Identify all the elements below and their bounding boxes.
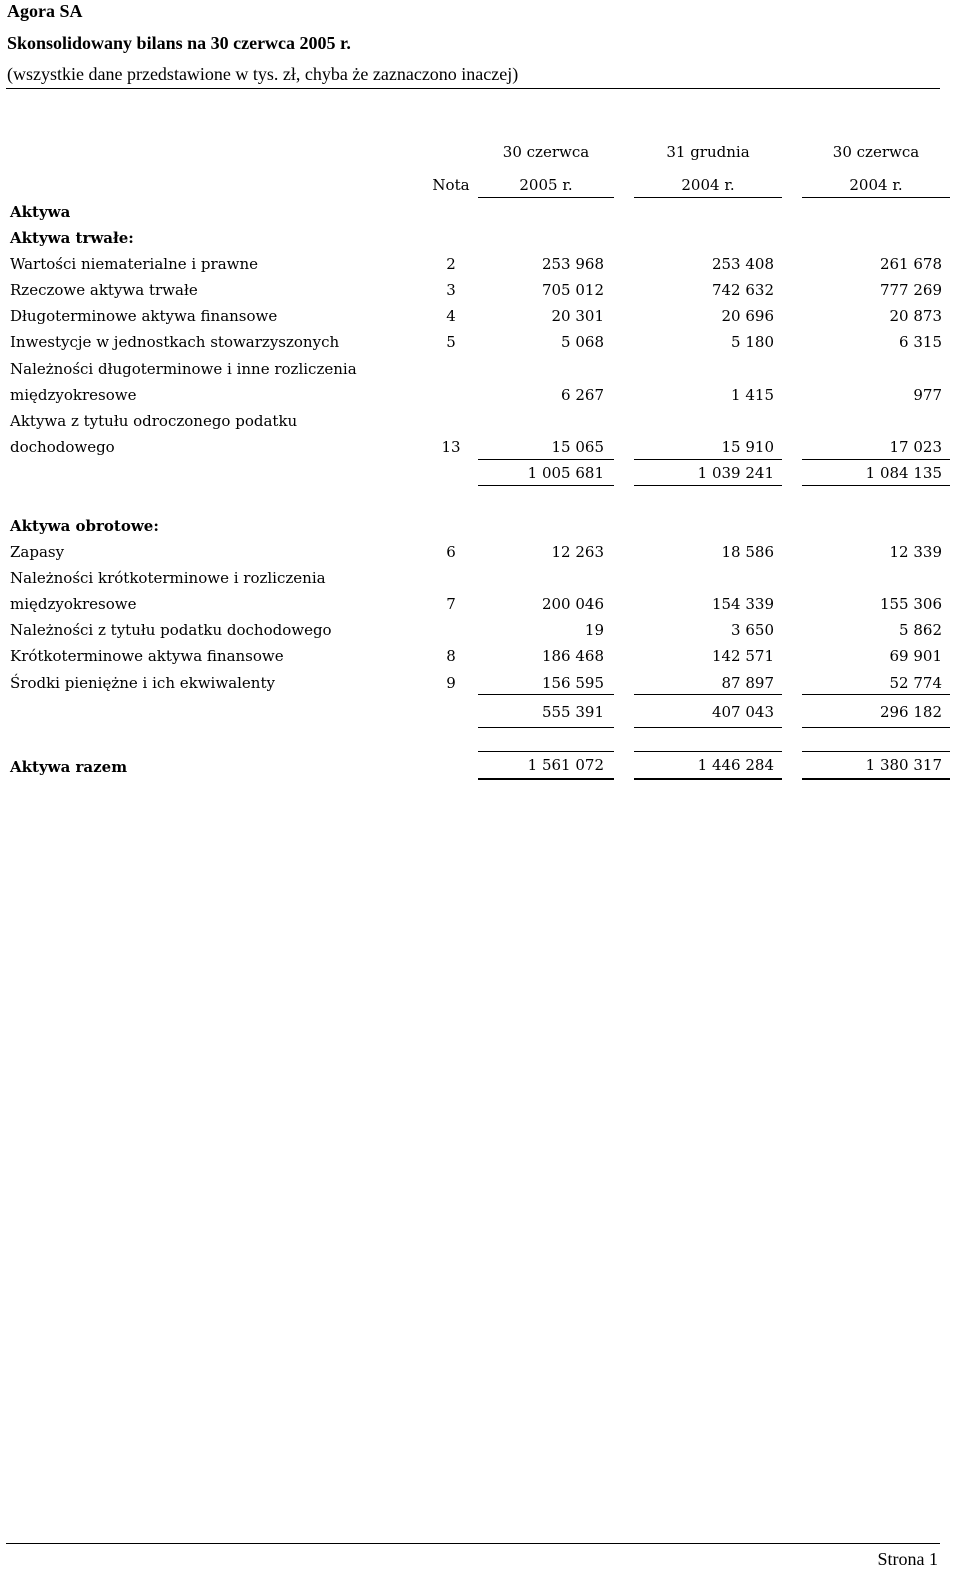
row-note: 8 — [446, 647, 456, 665]
current-subtotal-rule-top — [802, 694, 950, 695]
col3-header-line2: 2004 r. — [849, 176, 903, 194]
row-value-2004-06: 20 873 — [889, 307, 942, 325]
total-2004-06: 1 380 317 — [865, 756, 942, 774]
row-value-2005-06: 253 968 — [541, 255, 604, 273]
current-subtotal-rule-bottom — [802, 727, 950, 728]
row-label: Inwestycje w jednostkach stowarzyszonych — [10, 333, 340, 351]
row-note: 9 — [446, 674, 456, 692]
fixed-subtotal-2004-12: 1 039 241 — [697, 464, 774, 482]
row-value-2004-12: 87 897 — [721, 674, 774, 692]
total-label: Aktywa razem — [10, 758, 128, 776]
row-value-2005-06: 200 046 — [541, 595, 604, 613]
row-value-2004-12: 5 180 — [731, 333, 774, 351]
row-label: Zapasy — [10, 543, 65, 561]
total-2005-06: 1 561 072 — [527, 756, 604, 774]
row-label: Aktywa z tytułu odroczonego podatku — [10, 412, 298, 430]
row-value-2005-06: 15 065 — [551, 438, 604, 456]
row-label: Wartości niematerialne i prawne — [10, 255, 259, 273]
col2-header-line2: 2004 r. — [681, 176, 735, 194]
current-subtotal-2004-06: 296 182 — [879, 703, 942, 721]
row-value-2004-12: 742 632 — [711, 281, 774, 299]
current-subtotal-rule-bottom — [478, 727, 614, 728]
report-subtitle: (wszystkie dane przedstawione w tys. zł, chyba że zaznaczono inaczej) — [7, 64, 519, 84]
row-value-2005-06: 186 468 — [541, 647, 604, 665]
row-value-2004-06: 69 901 — [889, 647, 942, 665]
section-fixed-assets: Aktywa trwałe: — [10, 229, 134, 247]
fixed-subtotal-2004-06: 1 084 135 — [865, 464, 942, 482]
fixed-subtotal-rule-top — [634, 459, 782, 460]
company-name: Agora SA — [7, 1, 83, 21]
row-value-2004-06: 777 269 — [879, 281, 942, 299]
row-label: Rzeczowe aktywa trwałe — [10, 281, 198, 299]
page-number: Strona 1 — [877, 1549, 938, 1569]
fixed-subtotal-rule-bottom — [634, 485, 782, 486]
row-label-continued: międzyokresowe — [10, 386, 137, 404]
row-value-2005-06: 5 068 — [561, 333, 604, 351]
row-label: Należności krótkoterminowe i rozliczenia — [10, 569, 326, 587]
row-label-continued: międzyokresowe — [10, 595, 137, 613]
fixed-subtotal-rule-bottom — [478, 485, 614, 486]
total-rule-top — [634, 751, 782, 752]
row-value-2004-12: 3 650 — [731, 621, 774, 639]
row-label: Należności długoterminowe i inne rozliczenia — [10, 360, 357, 378]
row-value-2004-06: 261 678 — [879, 255, 942, 273]
row-value-2004-06: 52 774 — [889, 674, 942, 692]
col2-header-line1: 31 grudnia — [666, 143, 750, 161]
row-value-2004-12: 142 571 — [711, 647, 774, 665]
row-value-2004-12: 1 415 — [731, 386, 774, 404]
row-value-2004-06: 155 306 — [879, 595, 942, 613]
fixed-subtotal-rule-bottom — [802, 485, 950, 486]
current-subtotal-rule-top — [478, 694, 614, 695]
row-value-2004-12: 253 408 — [711, 255, 774, 273]
header-divider — [6, 88, 940, 89]
col3-header-underline — [802, 197, 950, 198]
row-label: Środki pieniężne i ich ekwiwalenty — [10, 674, 275, 692]
note-header: Nota — [432, 176, 470, 194]
current-subtotal-2004-12: 407 043 — [711, 703, 774, 721]
row-note: 13 — [441, 438, 461, 456]
row-value-2004-06: 6 315 — [899, 333, 942, 351]
row-note: 2 — [446, 255, 456, 273]
col1-header-line1: 30 czerwca — [502, 143, 590, 161]
col2-header-underline — [634, 197, 782, 198]
footer-divider — [6, 1543, 940, 1544]
col1-header-underline — [478, 197, 614, 198]
current-subtotal-2005-06: 555 391 — [541, 703, 604, 721]
row-value-2004-06: 12 339 — [889, 543, 942, 561]
row-note: 5 — [446, 333, 456, 351]
row-value-2004-12: 20 696 — [721, 307, 774, 325]
row-value-2004-06: 977 — [913, 386, 942, 404]
row-value-2005-06: 156 595 — [541, 674, 604, 692]
row-value-2005-06: 705 012 — [541, 281, 604, 299]
row-value-2004-12: 15 910 — [721, 438, 774, 456]
row-value-2005-06: 12 263 — [551, 543, 604, 561]
fixed-subtotal-rule-top — [478, 459, 614, 460]
current-subtotal-rule-bottom — [634, 727, 782, 728]
row-note: 7 — [446, 595, 456, 613]
report-title: Skonsolidowany bilans na 30 czerwca 2005 r. — [7, 33, 351, 53]
col3-header-line1: 30 czerwca — [832, 143, 920, 161]
row-label-continued: dochodowego — [10, 438, 115, 456]
row-label: Krótkoterminowe aktywa finansowe — [10, 647, 284, 665]
total-rule-top — [802, 751, 950, 752]
fixed-subtotal-rule-top — [802, 459, 950, 460]
total-rule-bottom — [634, 778, 782, 780]
fixed-subtotal-2005-06: 1 005 681 — [527, 464, 604, 482]
section-assets: Aktywa — [10, 203, 71, 221]
row-value-2004-06: 5 862 — [899, 621, 942, 639]
col1-header-line2: 2005 r. — [519, 176, 573, 194]
section-current-assets: Aktywa obrotowe: — [10, 517, 159, 535]
row-value-2005-06: 6 267 — [561, 386, 604, 404]
total-rule-bottom — [802, 778, 950, 780]
row-note: 3 — [446, 281, 456, 299]
total-rule-top — [478, 751, 614, 752]
row-value-2004-12: 154 339 — [711, 595, 774, 613]
row-value-2004-12: 18 586 — [721, 543, 774, 561]
total-2004-12: 1 446 284 — [697, 756, 774, 774]
current-subtotal-rule-top — [634, 694, 782, 695]
row-note: 4 — [446, 307, 456, 325]
row-note: 6 — [446, 543, 456, 561]
row-value-2005-06: 20 301 — [551, 307, 604, 325]
row-value-2004-06: 17 023 — [889, 438, 942, 456]
row-label: Długoterminowe aktywa finansowe — [10, 307, 278, 325]
row-value-2005-06: 19 — [584, 621, 604, 639]
total-rule-bottom — [478, 778, 614, 780]
row-label: Należności z tytułu podatku dochodowego — [10, 621, 332, 639]
